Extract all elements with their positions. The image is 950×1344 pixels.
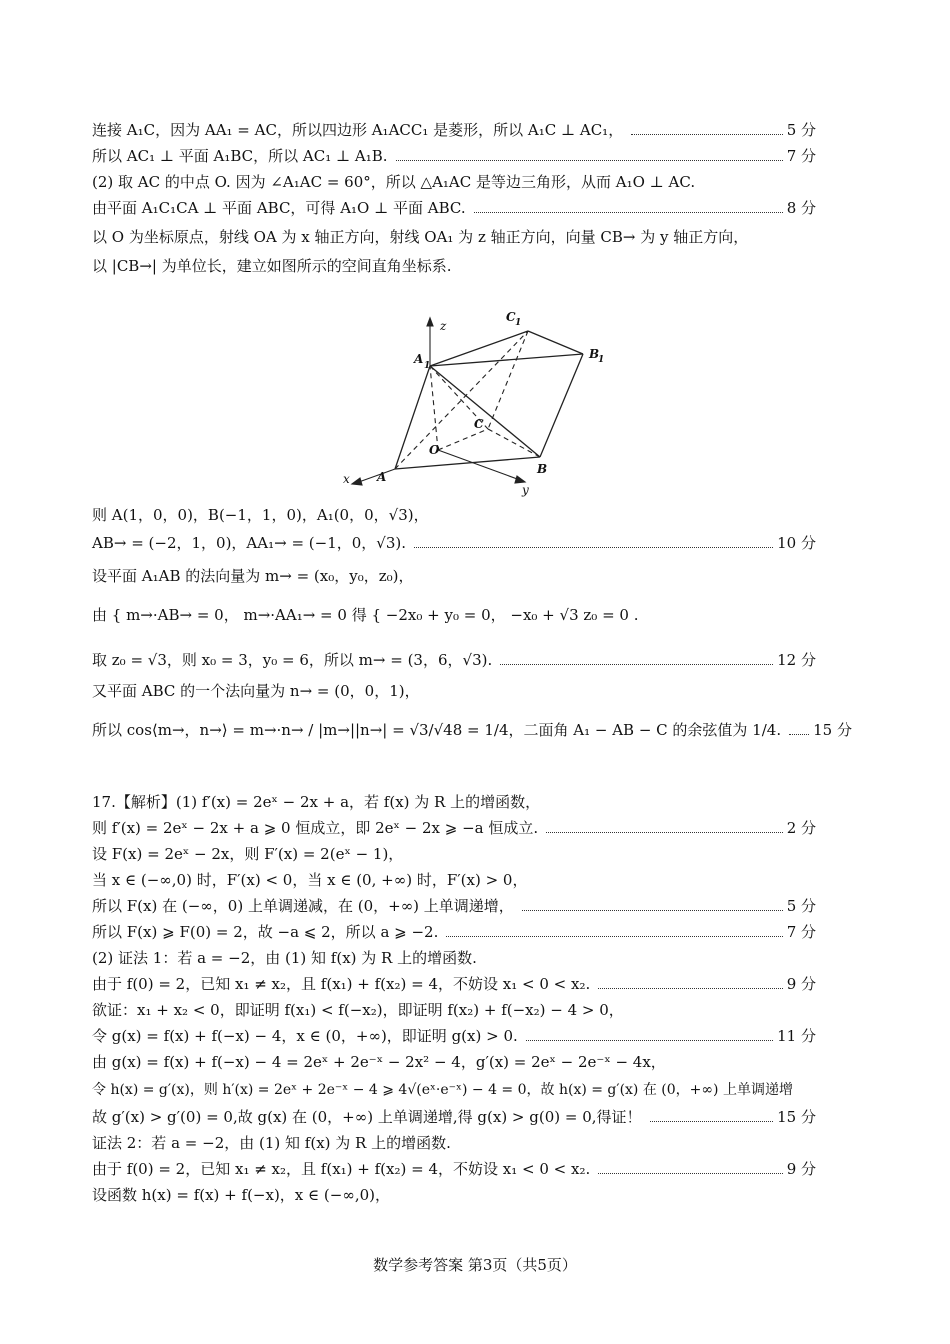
line-text: 欲证：x₁ + x₂ < 0，即证明 f(x₁) < f(−x₂)，即证明 f(x₂) + f(−x₂) − 4 > 0， — [92, 1001, 624, 1019]
text-line — [92, 505, 816, 525]
score-label: 5 分 — [786, 897, 816, 915]
text-line — [92, 198, 816, 218]
leader-dots — [598, 1172, 782, 1174]
line-text: 由 { m→·AB→ = 0， m→·AA₁→ = 0 得 { −2x₀ + y₀ = 0， −x₀ + √3 z₀ = 0 . — [92, 606, 639, 624]
text-line — [92, 533, 816, 553]
z-arrow — [427, 318, 433, 326]
text-line — [92, 146, 816, 166]
score-label: 8 分 — [786, 199, 816, 217]
y-axis-label: y — [522, 483, 529, 497]
line-text: 设平面 A₁AB 的法向量为 m→ = (x₀，y₀，z₀)， — [92, 567, 414, 585]
edge-C-B — [488, 429, 540, 457]
line-text: 设函数 h(x) = f(x) + f(−x)，x ∈ (−∞,0)， — [92, 1186, 390, 1204]
text-line — [92, 1159, 816, 1179]
text-line — [92, 1185, 816, 1205]
text-line — [92, 1052, 816, 1072]
text-line — [92, 1133, 816, 1153]
line-text: 令 h(x) = g′(x)，则 h′(x) = 2eˣ + 2e⁻ˣ − 4 ⩾ 4√(eˣ·e⁻ˣ) − 4 = 0，故 h(x) = g′(x) 在 (0，+∞) 上单调递增 — [92, 1082, 793, 1098]
text-line — [92, 818, 816, 838]
leader-dots — [414, 546, 773, 548]
line-text: (2) 取 AC 的中点 O. 因为 ∠A₁AC = 60°，所以 △A₁AC 是等边三角形，从而 A₁O ⊥ AC. — [92, 173, 696, 191]
text-line — [92, 120, 816, 140]
line-text: 令 g(x) = f(x) + f(−x) − 4，x ∈ (0，+∞)，即证明 g(x) > 0. — [92, 1027, 518, 1045]
text-line — [92, 1026, 816, 1046]
score-label: 7 分 — [786, 147, 816, 165]
text-line — [92, 227, 816, 247]
leader-dots — [396, 159, 783, 161]
edge-O-A1 — [430, 366, 438, 450]
edge-C1-B1 — [528, 331, 583, 354]
x-axis — [356, 469, 395, 483]
text-line — [92, 1080, 832, 1100]
point-label-A: A — [377, 470, 387, 484]
prism-diagram — [330, 300, 630, 500]
z-axis-label: z — [440, 319, 447, 333]
edge-A1-C1 — [430, 331, 528, 366]
line-text: 所以 F(x) 在 (−∞，0) 上单调递减，在 (0，+∞) 上单调递增， — [92, 897, 514, 915]
point-label-A1: A — [414, 352, 424, 366]
line-text: 所以 F(x) ⩾ F(0) = 2，故 −a ⩽ 2，所以 a ⩾ −2. — [92, 923, 439, 941]
text-line — [92, 1107, 816, 1127]
line-text: 则 A(1，0，0)，B(−1，1，0)，A₁(0，0，√3)， — [92, 506, 429, 524]
leader-dots — [500, 663, 773, 665]
line-text: 又平面 ABC 的一个法向量为 n→ = (0，0，1)， — [92, 682, 420, 700]
prism-figure — [330, 300, 630, 500]
score-label: 9 分 — [786, 1160, 816, 1178]
score-label: 9 分 — [786, 975, 816, 993]
point-label-C1: C — [506, 310, 516, 324]
edge-B1-B — [540, 354, 583, 457]
score-label: 12 分 — [777, 651, 816, 669]
text-line — [92, 650, 816, 670]
x-axis-label: x — [343, 472, 350, 486]
text-line — [92, 792, 816, 812]
point-label-A1-sub: 1 — [424, 361, 431, 371]
line-text: 证法 2：若 a = −2，由 (1) 知 f(x) 为 R 上的增函数. — [92, 1134, 451, 1152]
text-line — [92, 681, 816, 701]
score-label: 15 分 — [777, 1108, 816, 1126]
point-label-O: O — [429, 443, 440, 457]
line-text: 以 |CB→| 为单位长，建立如图所示的空间直角坐标系. — [92, 257, 452, 275]
line-text: 17.【解析】(1) f′(x) = 2eˣ − 2x + a，若 f(x) 为 R 上的增函数， — [92, 793, 541, 811]
page-footer: 数学参考答案 第3页（共5页） — [373, 1256, 577, 1274]
edge-A1-A — [395, 366, 430, 469]
line-text: 取 z₀ = √3，则 x₀ = 3，y₀ = 6，所以 m→ = (3，6，√3). — [92, 651, 493, 669]
line-text: 故 g′(x) > g′(0) = 0,故 g(x) 在 (0，+∞) 上单调递增,得 g(x) > g(0) = 0,得证！ — [92, 1108, 642, 1126]
score-label: 5 分 — [786, 121, 816, 139]
text-line — [92, 720, 852, 740]
score-label: 15 分 — [813, 721, 852, 739]
leader-dots — [474, 211, 783, 213]
line-text: 设 F(x) = 2eˣ − 2x，则 F′(x) = 2(eˣ − 1)， — [92, 845, 404, 863]
leader-dots — [546, 831, 783, 833]
line-text: 当 x ∈ (−∞,0) 时，F′(x) < 0，当 x ∈ (0, +∞) 时，F′(x) > 0， — [92, 871, 528, 889]
score-label: 7 分 — [786, 923, 816, 941]
text-line — [92, 605, 816, 625]
leader-dots — [650, 1120, 774, 1122]
text-line — [92, 974, 816, 994]
point-label-B1: B — [589, 347, 600, 361]
text-line — [92, 1000, 816, 1020]
line-text: 所以 cos⟨m→，n→⟩ = m→·n→ / |m→||n→| = √3/√48 = 1/4，二面角 A₁ − AB − C 的余弦值为 1/4. — [92, 721, 782, 739]
text-line — [92, 948, 816, 968]
edge-C1-C — [488, 331, 528, 429]
line-text: AB→ = (−2，1，0)，AA₁→ = (−1，0，√3). — [92, 534, 407, 552]
line-text: 以 O 为坐标原点，射线 OA 为 x 轴正方向，射线 OA₁ 为 z 轴正方向，向量 CB→ 为 y 轴正方向， — [92, 228, 749, 246]
text-line — [92, 566, 816, 586]
y-arrow — [515, 476, 525, 483]
text-line — [92, 870, 816, 890]
leader-dots — [446, 935, 782, 937]
line-text: 则 f′(x) = 2eˣ − 2x + a ⩾ 0 恒成立，即 2eˣ − 2x ⩾ −a 恒成立. — [92, 819, 539, 837]
edge-A1-B1 — [430, 354, 583, 366]
score-label: 2 分 — [786, 819, 816, 837]
leader-dots — [598, 987, 782, 989]
text-line — [92, 844, 816, 864]
text-line — [92, 922, 816, 942]
text-line — [92, 896, 816, 916]
line-text: 由 g(x) = f(x) + f(−x) − 4 = 2eˣ + 2e⁻ˣ − 2x² − 4，g′(x) = 2eˣ − 2e⁻ˣ − 4x， — [92, 1053, 666, 1071]
point-label-C1-sub: 1 — [515, 318, 522, 328]
score-label: 11 分 — [777, 1027, 816, 1045]
point-label-B1-sub: 1 — [598, 355, 605, 365]
edge-A1-B — [430, 366, 540, 457]
point-label-B: B — [537, 462, 548, 476]
leader-dots — [789, 733, 809, 735]
point-label-C: C — [474, 417, 484, 431]
text-line — [92, 172, 816, 192]
leader-dots — [526, 1039, 773, 1041]
line-text: 连接 A₁C，因为 AA₁ = AC，所以四边形 A₁ACC₁ 是菱形，所以 A₁C ⊥ AC₁， — [92, 121, 624, 139]
line-text: 所以 AC₁ ⊥ 平面 A₁BC，所以 AC₁ ⊥ A₁B. — [92, 147, 388, 165]
line-text: 由于 f(0) = 2，已知 x₁ ≠ x₂，且 f(x₁) + f(x₂) = 4，不妨设 x₁ < 0 < x₂. — [92, 1160, 591, 1178]
x-arrow — [352, 478, 362, 485]
leader-dots — [631, 133, 782, 135]
line-text: (2) 证法 1：若 a = −2，由 (1) 知 f(x) 为 R 上的增函数. — [92, 949, 477, 967]
text-line — [92, 256, 816, 276]
line-text: 由平面 A₁C₁CA ⊥ 平面 ABC，可得 A₁O ⊥ 平面 ABC. — [92, 199, 466, 217]
line-text: 由于 f(0) = 2，已知 x₁ ≠ x₂，且 f(x₁) + f(x₂) = 4，不妨设 x₁ < 0 < x₂. — [92, 975, 591, 993]
edge-O-C — [438, 429, 488, 450]
leader-dots — [522, 909, 783, 911]
edge-A-B — [395, 457, 540, 469]
score-label: 10 分 — [777, 534, 816, 552]
